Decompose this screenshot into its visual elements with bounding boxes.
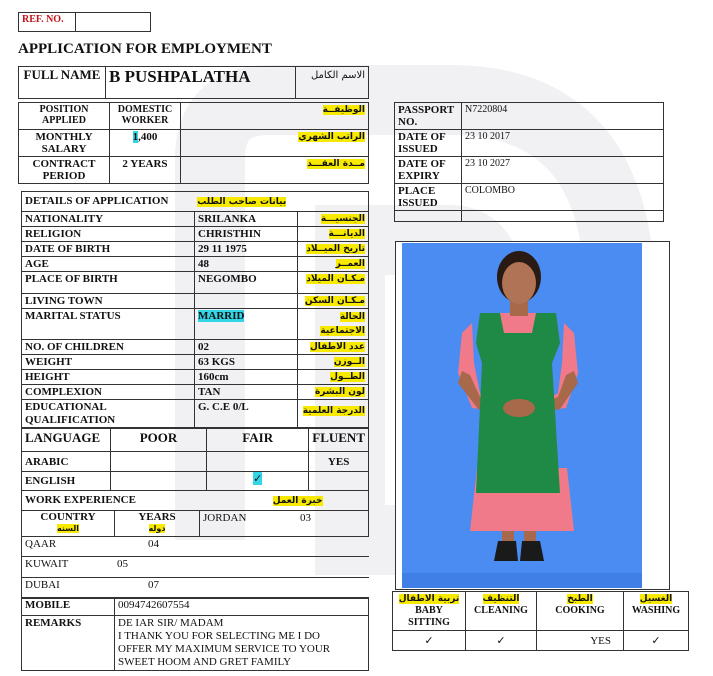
position-ar: الوظيفــة bbox=[181, 103, 369, 130]
job-table bbox=[18, 102, 369, 184]
complexion-label: COMPLEXION bbox=[22, 385, 195, 400]
washing-value: ✓ bbox=[624, 631, 689, 651]
skill-cooking: الطبخ COOKING bbox=[537, 592, 624, 631]
salary-ar: الراتب الشهري bbox=[181, 130, 369, 157]
fair-header: FAIR bbox=[207, 428, 309, 452]
skills-table bbox=[392, 591, 689, 651]
language-header: LANGUAGE bbox=[22, 428, 111, 452]
education-ar: الدرجة العلمية bbox=[298, 400, 369, 429]
place-issued-value: COLOMBO bbox=[462, 184, 664, 211]
dob-value: 29 11 1975 bbox=[195, 242, 298, 257]
remarks-value: DE IAR SIR/ MADAM I THANK YOU FOR SELECTING ME I DO OFFER MY MAXIMUM SERVICE TO YOUR SWEET HOOM AND GRET FAMILY bbox=[115, 616, 369, 671]
ref-no-label: REF. NO. bbox=[19, 13, 76, 32]
dob-label: DATE OF BIRTH bbox=[22, 242, 195, 257]
years-col-header: YEARS دوله bbox=[115, 511, 200, 537]
living-town-label: LIVING TOWN bbox=[22, 294, 195, 309]
english-label: ENGLISH bbox=[22, 472, 111, 491]
passport-empty-value bbox=[462, 211, 664, 222]
experience-row-kuwait: KUWAIT 05 bbox=[22, 557, 369, 578]
dob-ar: تاريخ الميــلاد bbox=[298, 242, 369, 257]
mobile-label: MOBILE bbox=[22, 598, 115, 616]
country-col-header: COUNTRY السنه bbox=[22, 511, 115, 537]
ref-no-value[interactable] bbox=[76, 13, 151, 32]
contract-ar: مــدة العقـــد bbox=[181, 157, 369, 184]
experience-header: WORK EXPERIENCE خبرة العمل bbox=[22, 491, 369, 511]
passport-table bbox=[394, 102, 664, 222]
fluent-header: FLUENT bbox=[309, 428, 369, 452]
age-label: AGE bbox=[22, 257, 195, 272]
religion-ar: الديانـــة bbox=[298, 227, 369, 242]
mobile-value: 0094742607554 bbox=[115, 598, 369, 616]
pob-label: PLACE OF BIRTH bbox=[22, 272, 195, 294]
living-town-ar: مـكـان السكن bbox=[298, 294, 369, 309]
page-title: APPLICATION FOR EMPLOYMENT bbox=[18, 41, 272, 57]
date-expiry-label: DATE OF EXPIRY bbox=[395, 157, 462, 184]
full-name-label: FULL NAME bbox=[19, 67, 106, 99]
skill-baby-sitting: تربية الاطفال BABY SITTING bbox=[393, 592, 466, 631]
skill-cleaning: التنظيف CLEANING bbox=[466, 592, 537, 631]
experience-row-qatar: QAAR 04 bbox=[22, 537, 369, 557]
experience-first-row: JORDAN 03 bbox=[200, 511, 369, 537]
cleaning-value: ✓ bbox=[466, 631, 537, 651]
weight-value: 63 KGS bbox=[195, 355, 298, 370]
nationality-value: SRILANKA bbox=[195, 212, 298, 227]
passport-no-value: N7220804 bbox=[462, 103, 664, 130]
applicant-photo-image bbox=[402, 243, 642, 588]
remarks-label: REMARKS bbox=[22, 616, 115, 671]
contract-value: 2 YEARS bbox=[110, 157, 181, 184]
religion-label: RELIGION bbox=[22, 227, 195, 242]
ref-no-box bbox=[18, 12, 151, 32]
marital-status-ar: الحالة الاجتماعية bbox=[298, 309, 369, 340]
nationality-ar: الجنسيـــة bbox=[298, 212, 369, 227]
complexion-ar: لون البشرة bbox=[298, 385, 369, 400]
living-town-value bbox=[195, 294, 298, 309]
baby-sitting-value: ✓ bbox=[393, 631, 466, 651]
complexion-value: TAN bbox=[195, 385, 298, 400]
salary-value: 1,400 bbox=[110, 130, 181, 157]
date-issued-label: DATE OF ISSUED bbox=[395, 130, 462, 157]
weight-label: WEIGHT bbox=[22, 355, 195, 370]
name-table bbox=[18, 66, 369, 99]
height-ar: الطــول bbox=[298, 370, 369, 385]
age-ar: العمــر bbox=[298, 257, 369, 272]
marital-status-value: MARRID bbox=[195, 309, 298, 340]
pob-value: NEGOMBO bbox=[195, 272, 298, 294]
age-value: 48 bbox=[195, 257, 298, 272]
date-issued-value: 23 10 2017 bbox=[462, 130, 664, 157]
salary-label: MONTHLY SALARY bbox=[19, 130, 110, 157]
english-fair: ✓ bbox=[207, 472, 309, 491]
religion-value: CHRISTHIN bbox=[195, 227, 298, 242]
arabic-fluent: YES bbox=[309, 452, 369, 472]
details-table bbox=[21, 191, 369, 429]
children-ar: عدد الاطفال bbox=[298, 340, 369, 355]
language-table bbox=[21, 427, 369, 491]
experience-row-dubai: DUBAI 07 bbox=[22, 578, 369, 599]
english-poor bbox=[110, 472, 206, 491]
english-fluent bbox=[309, 472, 369, 491]
details-header: DETAILS OF APPLICATION بيانات صاحب الطلب bbox=[22, 192, 369, 212]
nationality-label: NATIONALITY bbox=[22, 212, 195, 227]
experience-table bbox=[21, 490, 369, 599]
full-name-value: B PUSHPALATHA bbox=[106, 67, 296, 99]
education-value: G. C.E 0/L bbox=[195, 400, 298, 429]
position-label: POSITION APPLIED bbox=[19, 103, 110, 130]
arabic-poor bbox=[110, 452, 206, 472]
children-label: NO. OF CHILDREN bbox=[22, 340, 195, 355]
arabic-label: ARABIC bbox=[22, 452, 111, 472]
cooking-value: YES bbox=[537, 631, 624, 651]
place-issued-label: PLACE ISSUED bbox=[395, 184, 462, 211]
skill-washing: الغسيل WASHING bbox=[624, 592, 689, 631]
children-value: 02 bbox=[195, 340, 298, 355]
applicant-photo bbox=[395, 241, 670, 590]
height-value: 160cm bbox=[195, 370, 298, 385]
date-expiry-value: 23 10 2027 bbox=[462, 157, 664, 184]
position-value: DOMESTIC WORKER bbox=[110, 103, 181, 130]
arabic-fair bbox=[207, 452, 309, 472]
passport-empty-label bbox=[395, 211, 462, 222]
full-name-ar: الاسم الكامل bbox=[296, 67, 369, 99]
contact-table bbox=[21, 597, 369, 671]
passport-no-label: PASSPORT NO. bbox=[395, 103, 462, 130]
marital-status-label: MARITAL STATUS bbox=[22, 309, 195, 340]
poor-header: POOR bbox=[110, 428, 206, 452]
education-label: EDUCATIONAL QUALIFICATION bbox=[22, 400, 195, 429]
contract-label: CONTRACT PERIOD bbox=[19, 157, 110, 184]
pob-ar: مـكـان الميلاد bbox=[298, 272, 369, 294]
height-label: HEIGHT bbox=[22, 370, 195, 385]
weight-ar: الــوزن bbox=[298, 355, 369, 370]
